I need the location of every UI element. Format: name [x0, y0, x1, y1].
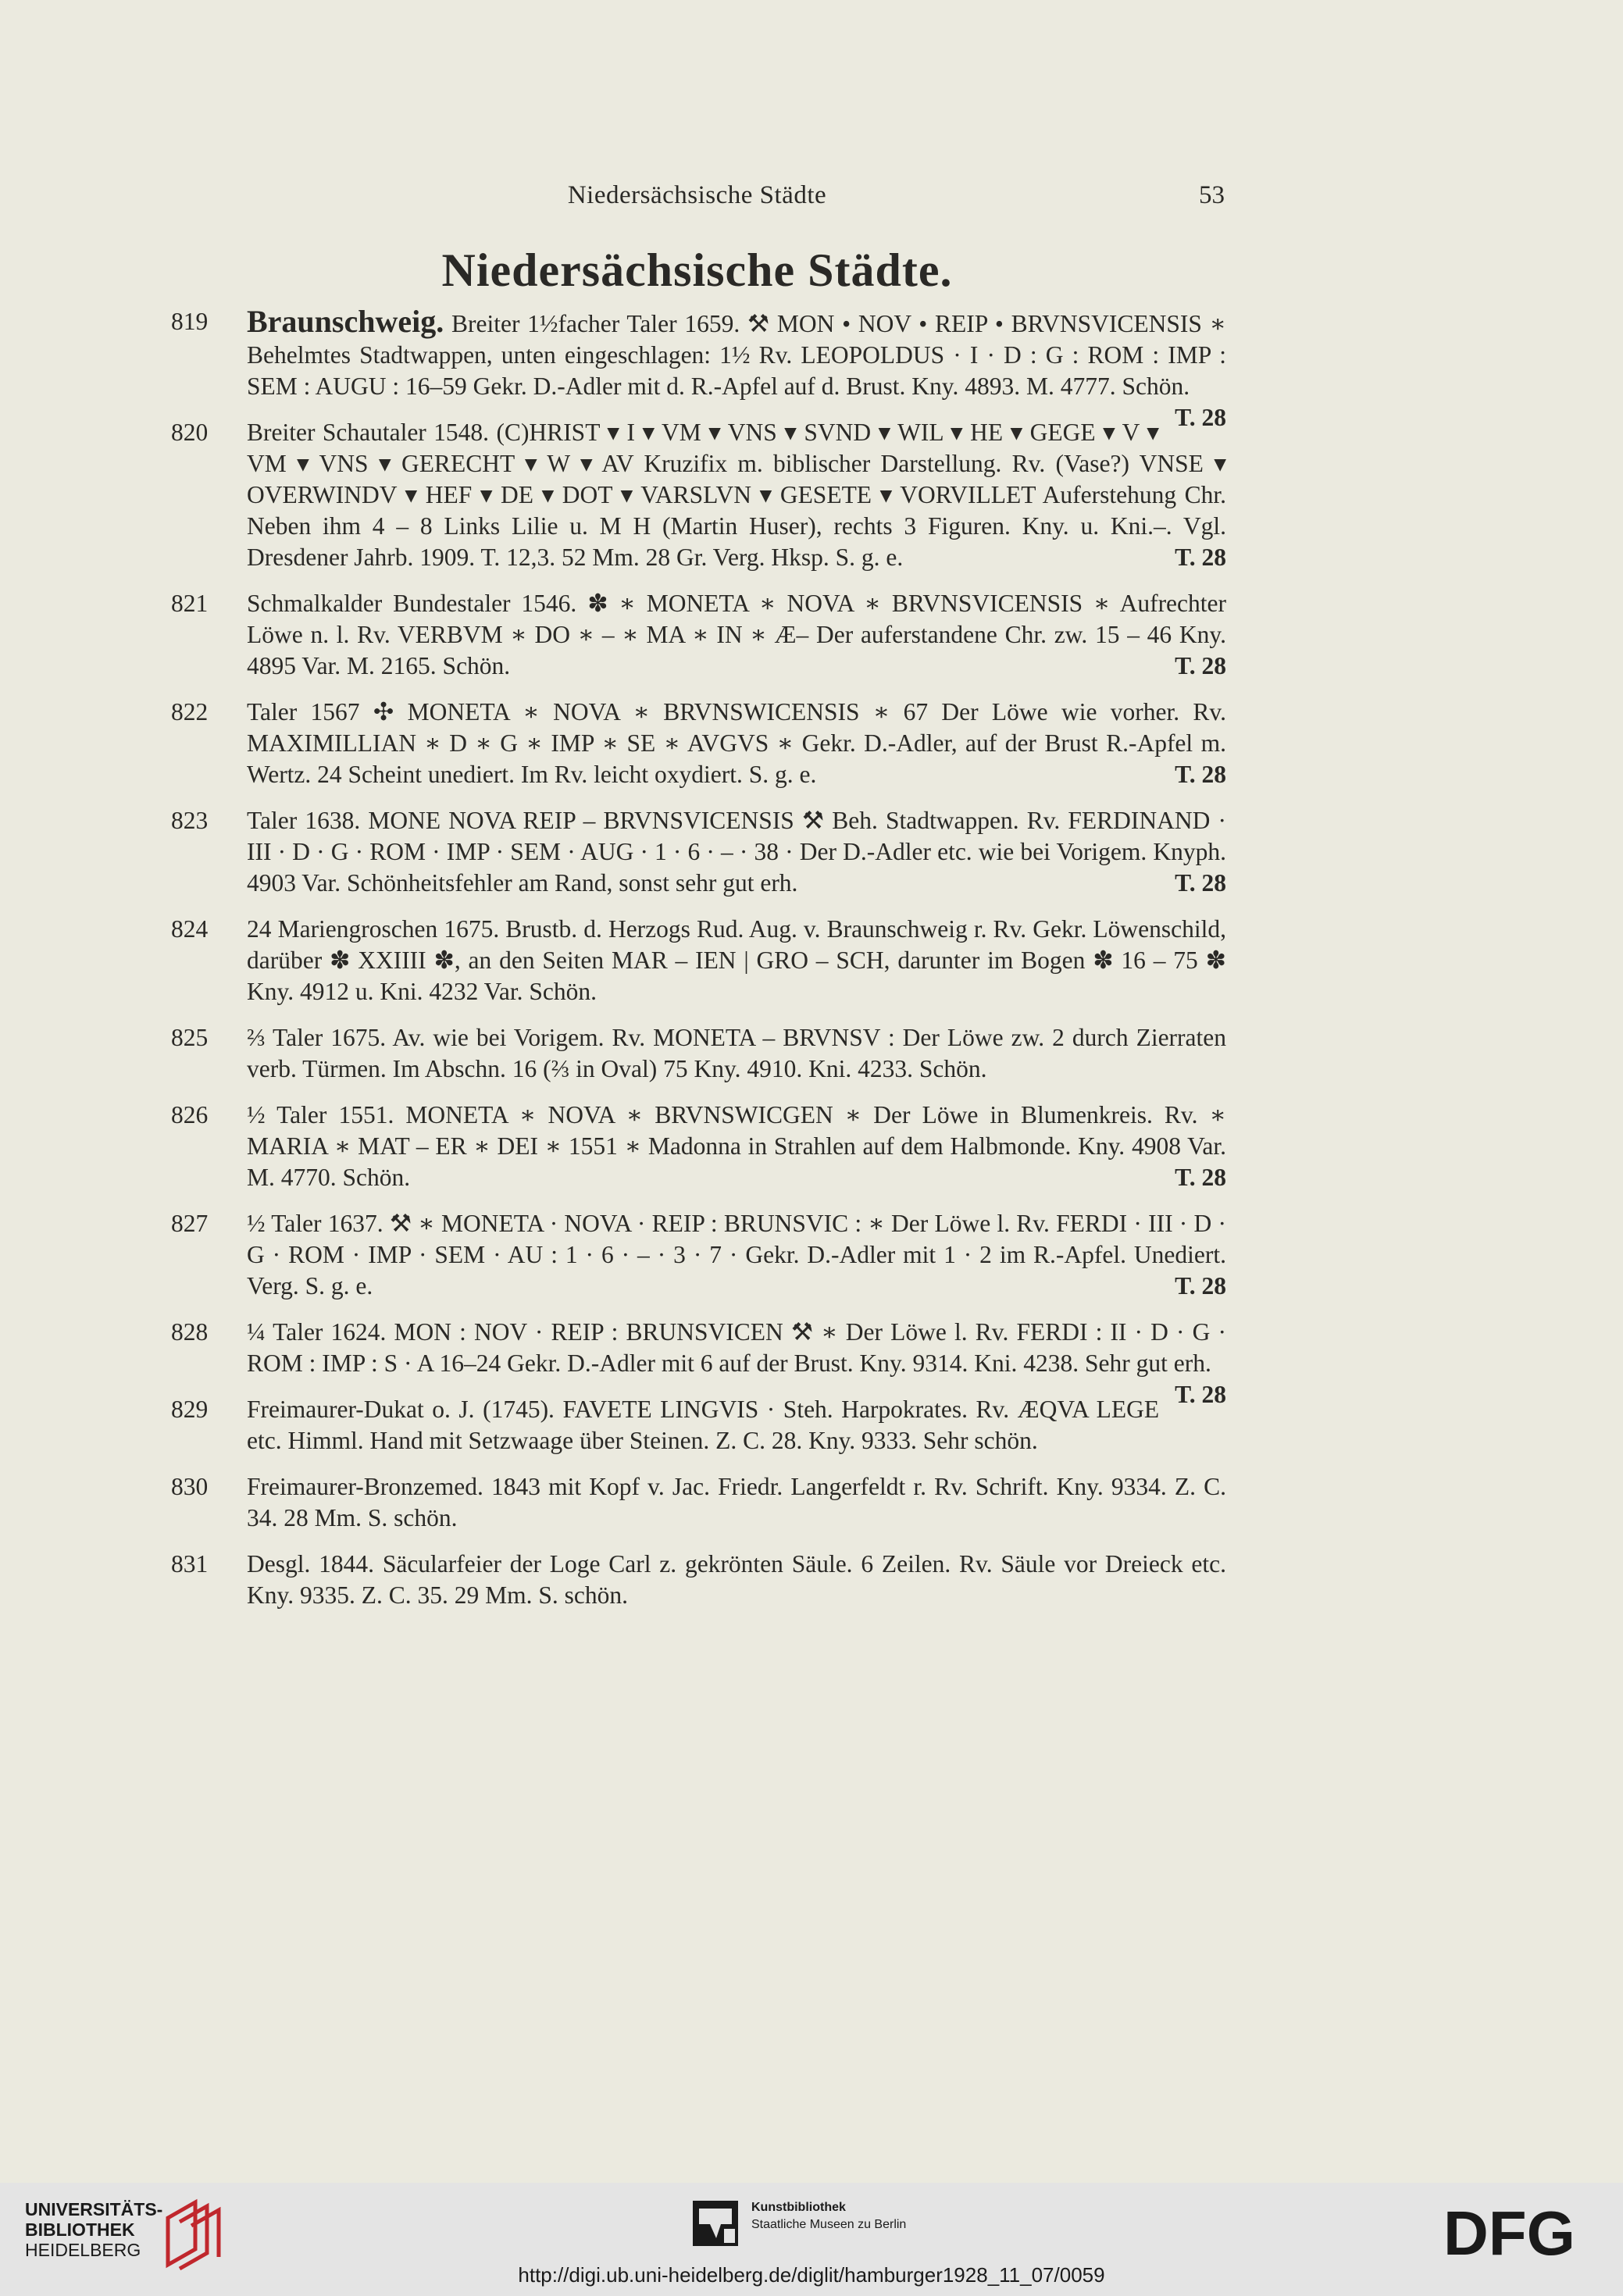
entry-number: 825	[171, 1024, 209, 1051]
catalog-entry	[167, 1394, 1226, 1456]
entry-number: 831	[171, 1550, 209, 1578]
entry-text	[247, 914, 1226, 1007]
entry-text	[247, 697, 1226, 790]
entry-number: 823	[171, 807, 209, 834]
entry-text	[247, 1208, 1226, 1302]
entry-body: ½ Taler 1637. ⚒ ∗ MONETA · NOVA · REIP : BRUNSVIC : ∗ Der Löwe l. Rv. FERDI · III · D · G · ROM · IMP · SEM · AU : 1 · 6 · – · 3 · 7 · Gekr. D.-Adler mit 1 · 2 im R.-Apfel. Unediert. Verg. S. g. e.	[247, 1210, 1226, 1300]
ub-line-2: BIBLIOTHEK	[25, 2219, 135, 2240]
entry-number: 820	[171, 419, 209, 446]
entry-grade: T. 28	[1175, 761, 1226, 788]
entry-text	[247, 1394, 1226, 1456]
entry-body: 24 Mariengroschen 1675. Brustb. d. Herzogs Rud. Aug. v. Braunschweig r. Rv. Gekr. Löwenschild, darüber ✽ XXIIII ✽, an den Seiten MAR – IEN | GRO – SCH, darunter im Bogen ✽ 16 – 75 ✽ Kny. 4912 u. Kni. 4232 Var. Schön.	[247, 915, 1226, 1005]
kb-line-2: Staatliche Museen zu Berlin	[751, 2218, 907, 2231]
entry-list	[167, 306, 1226, 1626]
entry-text	[247, 417, 1226, 573]
entry-body: Freimaurer-Dukat o. J. (1745). FAVETE LINGVIS · Steh. Harpokrates. Rv. ÆQVA LEGE etc. Himml. Hand mit Setzwaage über Steinen. Z. C. 28. Kny. 9333. Sehr schön.	[247, 1396, 1160, 1454]
entry-number: 829	[171, 1396, 209, 1423]
entry-grade: T. 28	[1175, 1381, 1226, 1408]
entry-text	[247, 304, 1226, 431]
section-title: Niedersächsische Städte.	[441, 244, 953, 296]
entry-body: Schmalkalder Bundestaler 1546. ✽ ∗ MONETA ∗ NOVA ∗ BRVNSVICENSIS ∗ Aufrechter Löwe n. l. Rv. VERBVM ∗ DO ∗ – ∗ MA ∗ IN ∗ Æ– Der auferstandene Chr. zw. 15 – 46 Kny. 4895 Var. M. 2165. Schön.	[247, 590, 1226, 679]
entry-text	[247, 1100, 1226, 1193]
entry-grade: T. 28	[1175, 869, 1226, 897]
ub-logo-text[interactable]	[25, 2199, 162, 2260]
entry-grade: T. 28	[1175, 544, 1226, 571]
eagle-icon	[693, 2201, 738, 2246]
catalog-entry	[167, 1100, 1226, 1193]
kb-logo-text[interactable]	[751, 2199, 906, 2234]
entry-grade: T. 28	[1175, 404, 1226, 431]
entry-number: 828	[171, 1318, 209, 1346]
entry-body: Freimaurer-Bronzemed. 1843 mit Kopf v. Jac. Friedr. Langerfeldt r. Rv. Schrift. Kny. 9334. Z. C. 34. 28 Mm. S. schön.	[247, 1473, 1226, 1531]
entry-grade: T. 28	[1175, 1164, 1226, 1191]
catalog-entry	[167, 1022, 1226, 1085]
entry-body: Taler 1567 ✣ MONETA ∗ NOVA ∗ BRVNSWICENSIS ∗ 67 Der Löwe wie vorher. Rv. MAXIMILLIAN ∗ D ∗ G ∗ IMP ∗ SE ∗ AVGVS ∗ Gekr. D.-Adler, auf der Brust R.-Apfel m. Wertz. 24 Scheint unediert. Im Rv. leicht oxydiert. S. g. e.	[247, 698, 1226, 788]
entry-body: Breiter 1½facher Taler 1659. ⚒ MON • NOV • REIP • BRVNSVICENSIS ∗ Behelmtes Stadtwappen, unten eingeschlagen: 1½ Rv. LEOPOLDUS · I · D : G : ROM : IMP : SEM : AUGU : 16–59 Gekr. D.-Adler mit d. R.-Apfel auf d. Brust. Kny. 4893. M. 4777. Schön.	[247, 310, 1226, 400]
entry-text	[247, 1471, 1226, 1534]
entry-grade: T. 28	[1175, 1272, 1226, 1300]
entry-number: 826	[171, 1101, 209, 1128]
catalog-entry	[167, 697, 1226, 790]
entry-body: Taler 1638. MONE NOVA REIP – BRVNSVICENSIS ⚒ Beh. Stadtwappen. Rv. FERDINAND · III · D · G · ROM · IMP · SEM · AUG · 1 · 6 · – · 38 · Der D.-Adler etc. wie bei Vorigem. Knyph. 4903 Var. Schönheitsfehler am Rand, sonst sehr gut erh.	[247, 807, 1226, 897]
catalog-entry	[167, 914, 1226, 1007]
catalog-entry	[167, 1317, 1226, 1408]
books-icon	[160, 2194, 223, 2273]
catalog-entry	[167, 1208, 1226, 1302]
entry-number: 821	[171, 590, 209, 617]
entry-body: ½ Taler 1551. MONETA ∗ NOVA ∗ BRVNSWICGEN ∗ Der Löwe in Blumenkreis. Rv. ∗ MARIA ∗ MAT – ER ∗ DEI ∗ 1551 ∗ Madonna in Strahlen auf dem Halbmonde. Kny. 4908 Var. M. 4770. Schön.	[247, 1101, 1226, 1191]
permalink-url[interactable]: http://digi.ub.uni-heidelberg.de/diglit/hamburger1928_11_07/0059	[518, 2263, 1105, 2287]
entry-number: 822	[171, 698, 209, 726]
entry-lead: Braunschweig.	[247, 304, 444, 339]
entry-text	[247, 1549, 1226, 1611]
entry-number: 827	[171, 1210, 209, 1237]
entry-text	[247, 805, 1226, 899]
entry-number: 819	[171, 308, 209, 335]
entry-body: ⅔ Taler 1675. Av. wie bei Vorigem. Rv. MONETA – BRVNSV : Der Löwe zw. 2 durch Zierraten verb. Türmen. Im Abschn. 16 (⅔ in Oval) 75 Kny. 4910. Kni. 4233. Schön.	[247, 1024, 1226, 1082]
entry-number: 824	[171, 915, 209, 943]
dfg-logo-text: DFG	[1443, 2205, 1575, 2261]
entry-text	[247, 588, 1226, 682]
entry-text	[247, 1022, 1226, 1085]
dfg-logo[interactable]	[1443, 2205, 1600, 2261]
entry-body: Desgl. 1844. Säcularfeier der Loge Carl z. gekrönten Säule. 6 Zeilen. Rv. Säule vor Dreieck etc. Kny. 9335. Z. C. 35. 29 Mm. S. schön.	[247, 1550, 1226, 1609]
page-number: 53	[1199, 181, 1225, 209]
entry-body: ¼ Taler 1624. MON : NOV · REIP : BRUNSVICEN ⚒ ∗ Der Löwe l. Rv. FERDI : II · D · G · ROM : IMP : S · A 16–24 Gekr. D.-Adler mit 6 auf der Brust. Kny. 9314. Kni. 4238. Sehr gut erh.	[247, 1318, 1226, 1377]
entry-text	[247, 1317, 1226, 1408]
catalog-entry	[167, 417, 1226, 573]
ub-line-3: HEIDELBERG	[25, 2240, 141, 2260]
catalog-entry	[167, 1471, 1226, 1534]
kb-line-1: Kunstbibliothek	[751, 2201, 846, 2214]
catalog-entry	[167, 1549, 1226, 1611]
entry-grade: T. 28	[1175, 652, 1226, 679]
running-title: Niedersächsische Städte	[567, 181, 827, 209]
catalog-entry	[167, 805, 1226, 899]
entry-number: 830	[171, 1473, 209, 1500]
catalog-entry	[167, 588, 1226, 682]
entry-body: Breiter Schautaler 1548. (C)HRIST ▾ I ▾ VM ▾ VNS ▾ SVND ▾ WIL ▾ HE ▾ GEGE ▾ V ▾ VM ▾ VNS ▾ GERECHT ▾ W ▾ AV Kruzifix m. biblischer Darstellung. Rv. (Vase?) VNSE ▾ OVERWINDV ▾ HEF ▾ DE ▾ DOT ▾ VARSLVN ▾ GESETE ▾ VORVILLET Auferstehung Chr. Neben ihm 4 – 8 Links Lilie u. M H (Martin Huser), rechts 3 Figuren. Kny. u. Kni.–. Vgl. Dresdener Jahrb. 1909. T. 12,3. 52 Mm. 28 Gr. Verg. Hksp. S. g. e.	[247, 419, 1226, 571]
catalog-entry	[167, 304, 1226, 431]
ub-line-1: UNIVERSITÄTS-	[25, 2199, 163, 2219]
